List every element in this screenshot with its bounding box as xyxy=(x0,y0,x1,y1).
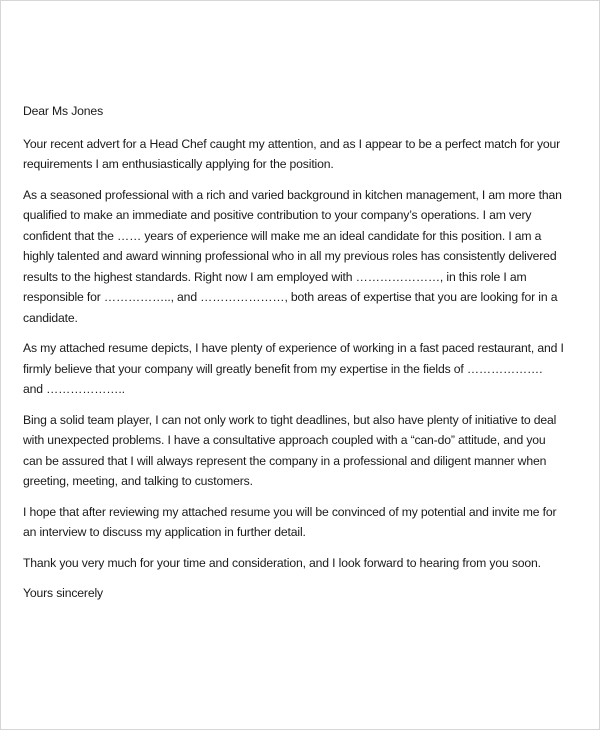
paragraph-line: with unexpected problems. I have a consultative approach coupled with a “can-do” attitude, and you xyxy=(23,433,546,447)
cover-letter xyxy=(23,101,583,614)
paragraph-line: Bing a solid team player, I can not only work to tight deadlines, but also have plenty of initiative to deal xyxy=(23,412,557,427)
paragraph-line: an interview to discuss my application in further detail. xyxy=(23,525,306,539)
salutation-text: Dear Ms Jones xyxy=(23,104,104,118)
paragraph-line: I hope that after reviewing my attached resume you will be convinced of my potential and invite me for xyxy=(23,504,557,519)
paragraph-line: results to the highest standards. Right now I am employed with …………………, in this role I am xyxy=(23,269,527,284)
letter-paragraph xyxy=(23,502,583,543)
paragraph-line: candidate. xyxy=(23,310,78,325)
letter-body xyxy=(23,134,583,574)
paragraph-line: and ……………….. xyxy=(23,382,125,396)
paragraph-line: highly talented and award winning professional who in all my previous roles has consistently delivered xyxy=(23,249,557,263)
salutation xyxy=(23,101,583,122)
paragraph-line: Your recent advert for a Head Chef caught my attention, and as I appear to be a perfect match for your xyxy=(23,136,561,151)
paragraph-line: responsible for …………….., and …………………, both areas of expertise that you are looking for in a xyxy=(23,290,558,304)
paragraph-line: greeting, meeting, and talking to customers. xyxy=(23,474,253,488)
paragraph-line: As my attached resume depicts, I have plenty of experience of working in a fast paced restaurant, and I xyxy=(23,341,564,355)
paragraph-line: confident that the …… years of experience will make me an ideal candidate for this position. I am a xyxy=(23,228,542,243)
paragraph-line: can be assured that I will always represent the company in a professional and diligent manner when xyxy=(23,453,547,468)
letter-paragraph xyxy=(23,338,583,400)
letter-paragraph xyxy=(23,185,583,329)
paragraph-line: firmly believe that your company will greatly benefit from my expertise in the fields of ………………. xyxy=(23,361,543,376)
letter-paragraph xyxy=(23,553,583,574)
closing-text: Yours sincerely xyxy=(23,586,103,600)
paragraph-line: Thank you very much for your time and consideration, and I look forward to hearing from you soon. xyxy=(23,555,541,570)
paragraph-line: As a seasoned professional with a rich and varied background in kitchen management, I am more than xyxy=(23,187,562,202)
letter-paragraph xyxy=(23,410,583,492)
letter-paragraph xyxy=(23,134,583,175)
closing xyxy=(23,583,583,604)
paragraph-line: qualified to make an immediate and positive contribution to your company’s operations. I am very xyxy=(23,208,532,222)
paragraph-line: requirements I am enthusiastically applying for the position. xyxy=(23,157,334,171)
